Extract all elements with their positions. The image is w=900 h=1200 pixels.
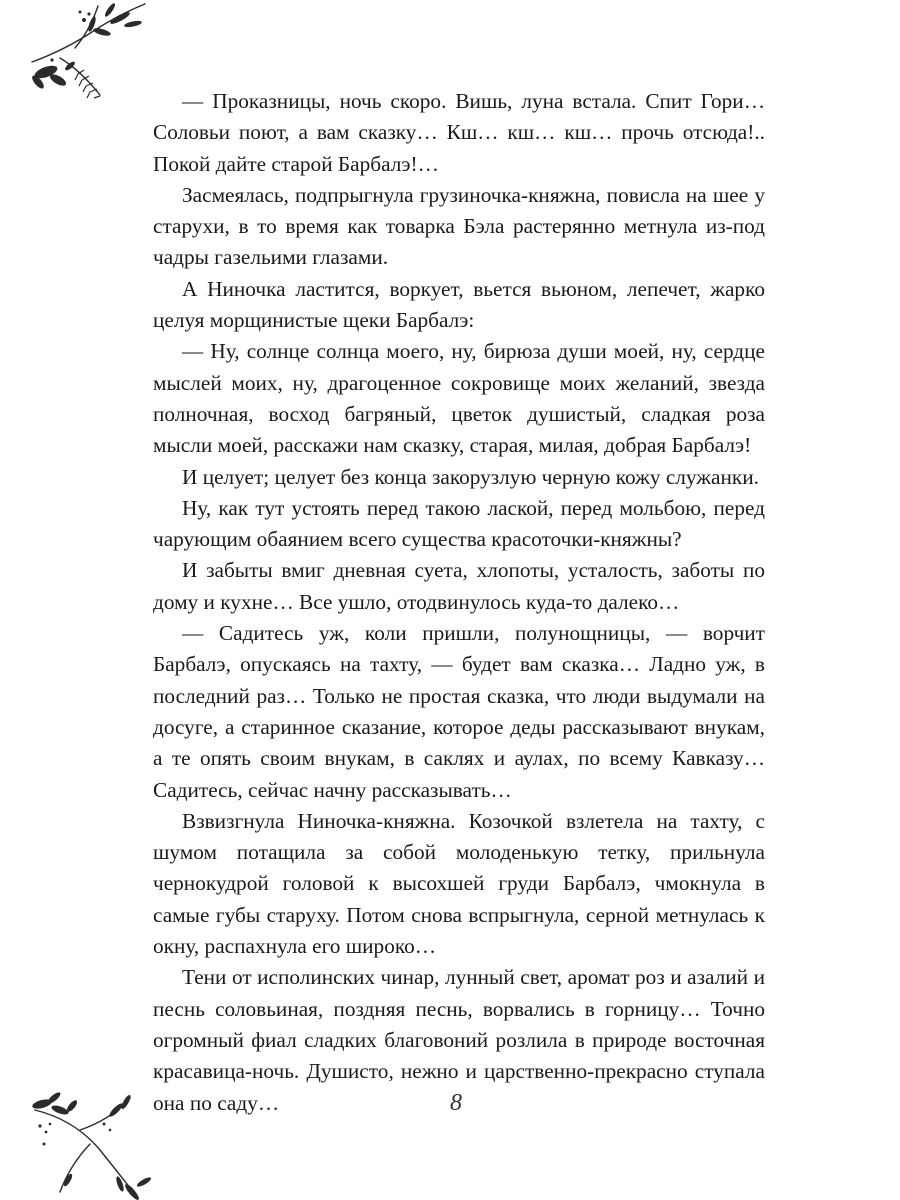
floral-ornament-top-icon (20, 0, 155, 115)
paragraph: — Садитесь уж, коли пришли, полунощницы, — ворчит Барбалэ, опускаясь на тахту, — будет вам сказка… Ладно уж, в последний раз… Только не простая сказка, что люди выдумали на досуге, а старинное сказание, которое деды рассказывают внукам, а те опять своим внукам, в саклях и аулах, по всему Кавказу… Садитесь, сейчас начну рассказывать… (153, 621, 765, 802)
page-body (153, 86, 765, 1119)
floral-ornament-bottom-icon (20, 1080, 155, 1200)
paragraph: — Ну, солнце солнца моего, ну, бирюза души моей, ну, сердце мыслей моих, ну, драгоценное сокровище моих желаний, звезда полночная, восход багряный, цветок душистый, сладкая роза мысли моей, расскажи нам сказку, старая, милая, добрая Барбалэ! (153, 339, 765, 458)
paragraph: А Ниночка ластится, воркует, вьется вьюном, лепечет, жарко целуя морщинистые щеки Барбалэ: (153, 276, 765, 333)
paragraph: Тени от исполинских чинар, лунный свет, аромат роз и азалий и песнь соловьиная, поздняя песнь, ворвались в горницу… Точно огромный фиал сладких благовоний розлила в природе восточная красавица-ночь. Душисто, нежно и царственно-прекрасно ступала она по саду… (153, 965, 765, 1115)
paragraph: И целует; целует без конца закорузлую черную кожу служанки. (182, 464, 759, 489)
paragraph: Засмеялась, подпрыгнула грузиночка-княжна, повисла на шее у старухи, в то время как товарка Бэла растерянно метнула из-под чадры газельими глазами. (153, 182, 765, 270)
page-number: 8 (450, 1090, 462, 1116)
paragraph: И забыты вмиг дневная суета, хлопоты, усталость, заботы по дому и кухне… Все ушло, отодвинулось куда-то далеко… (153, 558, 765, 614)
paragraph: Взвизгнула Ниночка-княжна. Козочкой взлетела на тахту, с шумом потащила за собой молоденькую тетку, прильнула чернокудрой головой к высохшей груди Барбалэ, чмокнула в самые губы старуху. Потом снова вспрыгнула, серной метнулась к окну, распахнула его широко… (153, 808, 765, 959)
paragraph: — Проказницы, ночь скоро. Вишь, луна встала. Спит Гори… Соловьи поют, а вам сказку… Кш… кш… кш… прочь отсюда!.. Покой дайте старой Барбалэ!… (153, 89, 765, 176)
paragraph: Ну, как тут устоять перед такою лаской, перед мольбою, перед чарующим обаянием всего существа красоточки-княжны? (153, 495, 765, 552)
